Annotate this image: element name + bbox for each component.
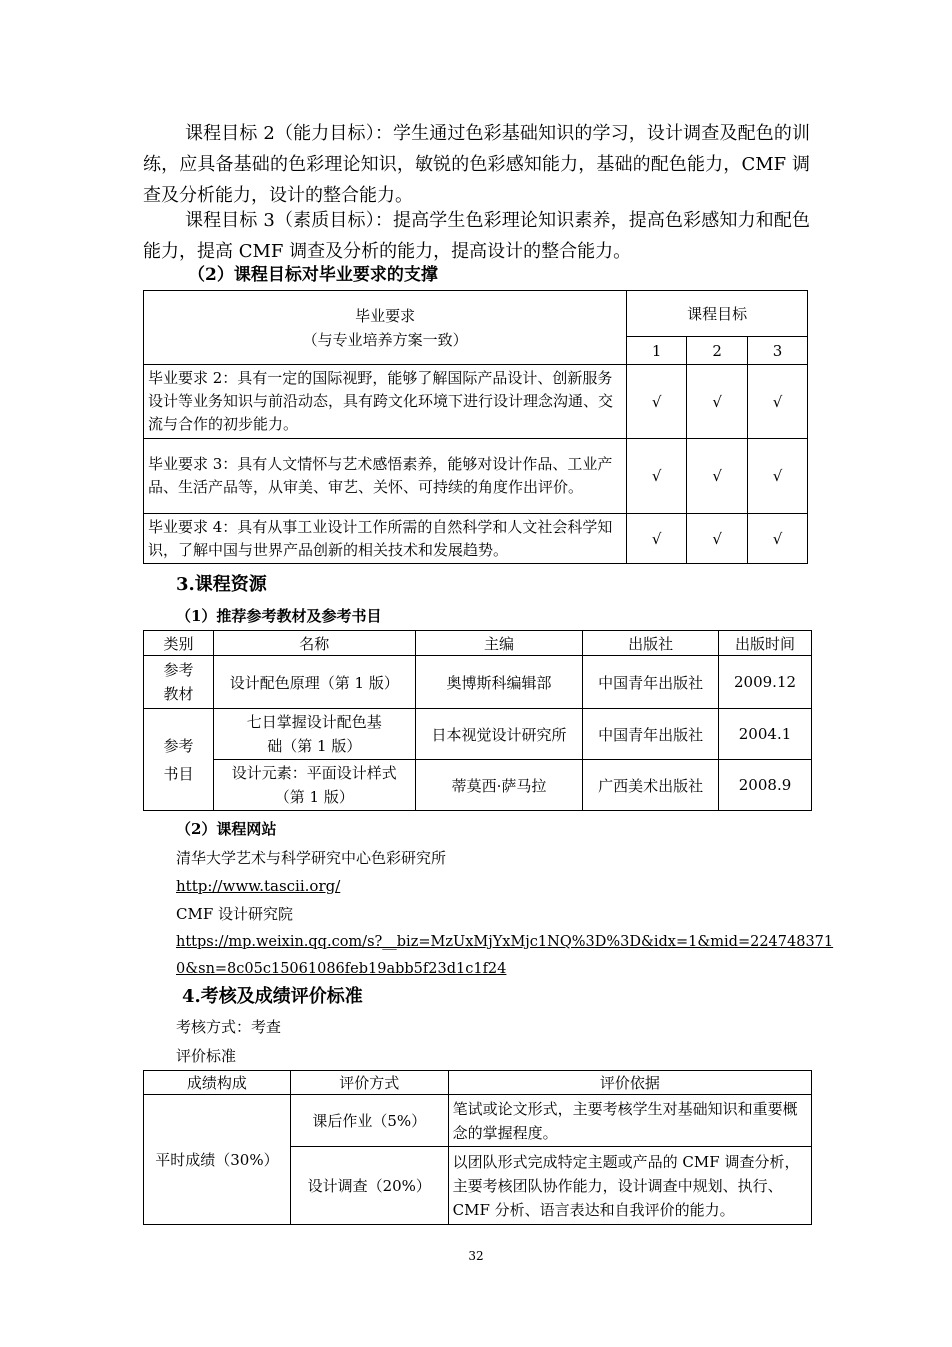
site-2-link-row-2 [176,957,506,981]
books-header-category: 类别 [144,631,214,656]
resources-heading: 3.课程资源 [176,574,267,595]
assessment-table [143,1070,812,1225]
book-3-name: 设计元素：平面设计样式（第 1 版） [213,760,415,811]
site-2-link-part-2[interactable]: 0&sn=8c05c15061086feb19abb5f23d1c1f24 [176,961,507,977]
books-header-name: 名称 [213,631,415,656]
assessment-category-regular: 平时成绩（30%） [144,1095,291,1225]
site-2-link-part-1[interactable]: https://mp.weixin.qq.com/s?__biz=MzUxMjYxMjc1NQ%3D%3D&idx=1&mid=224748371 [176,934,834,950]
book-1-year: 2009.12 [719,656,812,709]
assessment-header-method: 评价方式 [290,1071,448,1095]
support-header-req-line2: （与专业培养方案一致） [302,330,468,349]
support-table [143,290,808,564]
books-header-editor: 主编 [415,631,583,656]
assessment-basis-survey: 以团队形式完成特定主题或产品的 CMF 调查分析，主要考核团队协作能力，设计调查中规划、执行、CMF 分析、语言表达和自我评价的能力。 [448,1147,811,1225]
site-2-link-row-1 [176,930,833,954]
books-heading: （1）推荐参考教材及参考书目 [176,607,382,625]
support-header-goal: 课程目标 [627,291,808,337]
book-2-editor: 日本视觉设计研究所 [415,709,583,760]
books-header-publisher: 出版社 [583,631,719,656]
site-2-name: CMF 设计研究院 [176,905,294,923]
goal-col-3: 3 [748,337,808,365]
assessment-method: 考核方式：考查 [176,1018,282,1036]
book-2-publisher: 中国青年出版社 [583,709,719,760]
req3-goal2-check: √ [687,439,748,514]
req2-goal2-check: √ [687,365,748,439]
books-category-reading: 参考书目 [144,709,214,811]
support-header-requirement [144,291,627,365]
req2-goal1-check: √ [627,365,687,439]
sites-heading: （2）课程网站 [176,820,277,838]
support-heading: （2）课程目标对毕业要求的支撑 [188,265,438,285]
page-number: 32 [468,1249,484,1263]
assessment-method-survey: 设计调查（20%） [290,1147,448,1225]
requirement-3-text: 毕业要求 3：具有人文情怀与艺术感悟素养，能够对设计作品、工业产品、生活产品等，从审美、审艺、关怀、可持续的角度作出评价。 [144,439,627,514]
book-3-publisher: 广西美术出版社 [583,760,719,811]
assessment-basis-homework: 笔试或论文形式，主要考核学生对基础知识和重要概念的掌握程度。 [448,1095,811,1147]
books-category-textbook: 参考教材 [144,656,214,709]
assessment-method-homework: 课后作业（5%） [290,1095,448,1147]
assessment-header-basis: 评价依据 [448,1071,811,1095]
books-header-year: 出版时间 [719,631,812,656]
book-3-editor: 蒂莫西·萨马拉 [415,760,583,811]
req4-goal1-check: √ [627,514,687,564]
support-header-req-line1: 毕业要求 [355,306,416,325]
book-2-year: 2004.1 [719,709,812,760]
req4-goal3-check: √ [748,514,808,564]
book-1-name: 设计配色原理（第 1 版） [213,656,415,709]
goal-col-1: 1 [627,337,687,365]
site-1-link-row [176,874,340,898]
goal-col-2: 2 [687,337,748,365]
objective-2-paragraph: 课程目标 2（能力目标）：学生通过色彩基础知识的学习，设计调查及配色的训练，应具备基础的色彩理论知识，敏锐的色彩感知能力，基础的配色能力，CMF 调查及分析能力，设计的整合能力。 [143,123,810,206]
requirement-4-text: 毕业要求 4：具有从事工业设计工作所需的自然科学和人文社会科学知识，了解中国与世界产品创新的相关技术和发展趋势。 [144,514,627,564]
assessment-header-composition: 成绩构成 [144,1071,291,1095]
requirement-2-text: 毕业要求 2：具有一定的国际视野，能够了解国际产品设计、创新服务设计等业务知识与前沿动态，具有跨文化环境下进行设计理念沟通、交流与合作的初步能力。 [144,365,627,439]
req4-goal2-check: √ [687,514,748,564]
book-1-publisher: 中国青年出版社 [583,656,719,709]
book-1-editor: 奥博斯科编辑部 [415,656,583,709]
site-1-link[interactable]: http://www.tascii.org/ [176,877,341,895]
objective-3-paragraph: 课程目标 3（素质目标）：提高学生色彩理论知识素养，提高色彩感知力和配色能力，提高 CMF 调查及分析的能力，提高设计的整合能力。 [143,210,810,262]
books-table [143,630,812,811]
book-3-year: 2008.9 [719,760,812,811]
site-1-name: 清华大学艺术与科学研究中心色彩研究所 [176,849,447,867]
assessment-heading: 4.考核及成绩评价标准 [182,986,363,1007]
req2-goal3-check: √ [748,365,808,439]
req3-goal3-check: √ [748,439,808,514]
req3-goal1-check: √ [627,439,687,514]
book-2-name: 七日掌握设计配色基础（第 1 版） [213,709,415,760]
assessment-criteria-label: 评价标准 [176,1047,237,1065]
